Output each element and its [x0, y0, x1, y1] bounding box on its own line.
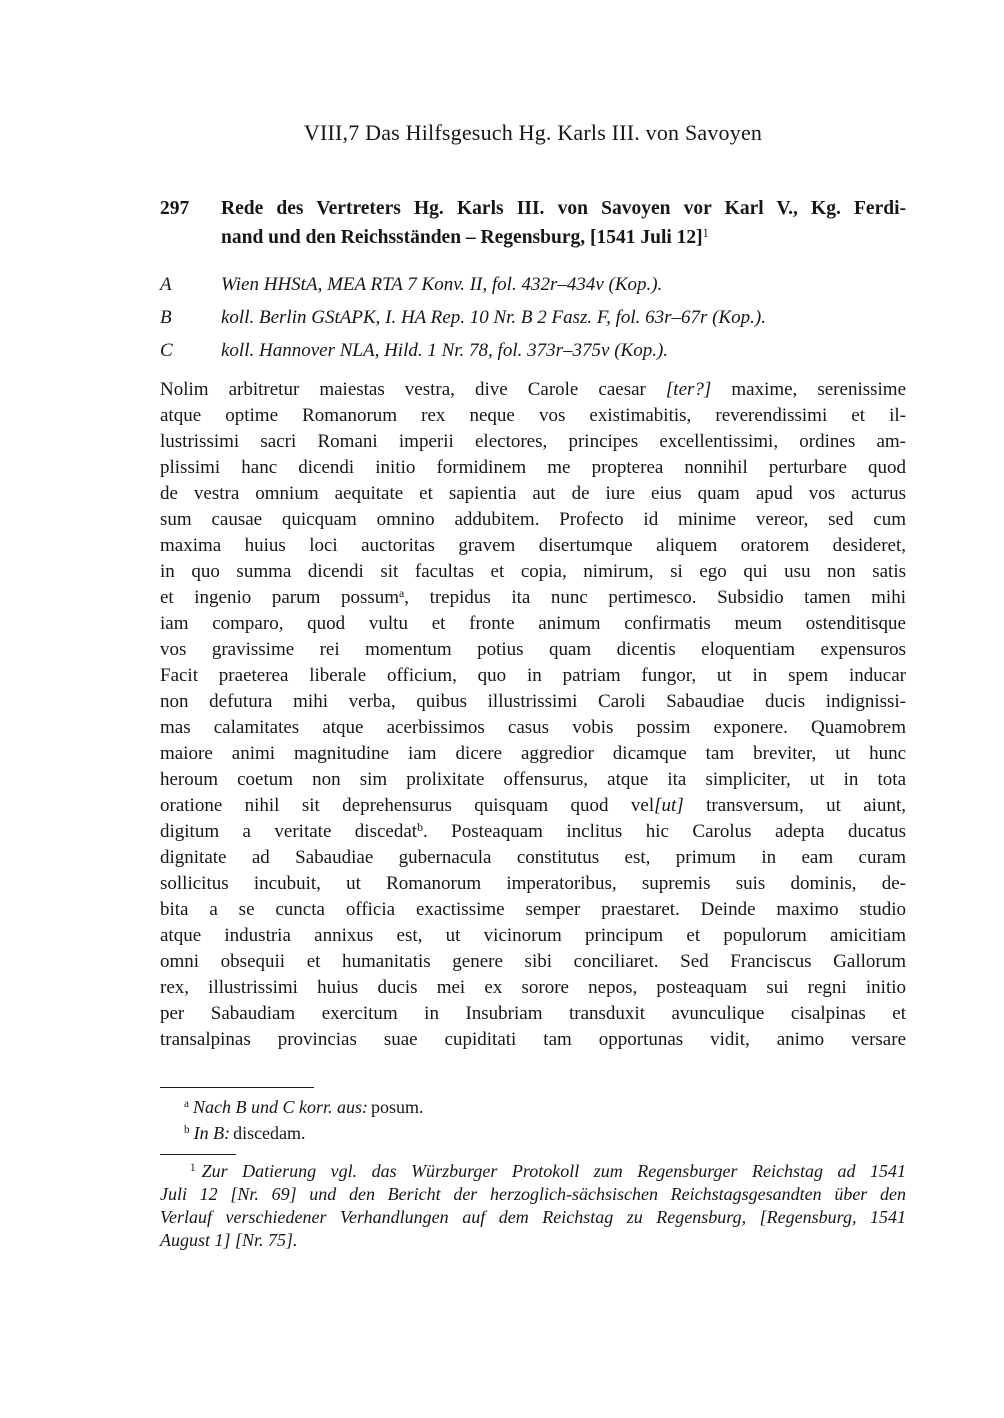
- body-line: Facit praeterea liberale officium, quo in patriam fungor, ut in spem inducar: [160, 665, 906, 686]
- commentary-note-line: August 1] [Nr. 75].: [160, 1230, 298, 1250]
- apparatus-note-a: [160, 1094, 906, 1120]
- body-line: per Sabaudiam exercitum in Insubriam transduxit avunculique cisalpinas et: [160, 1003, 906, 1024]
- section-title: VIII,7 Das Hilfsgesuch Hg. Karls III. von Savoyen: [303, 120, 763, 145]
- source-siglum: C: [160, 340, 173, 361]
- source-text: koll. Hannover NLA, Hild. 1 Nr. 78, fol. 373r–375v (Kop.).: [221, 340, 669, 361]
- note-reading: discedam.: [233, 1123, 306, 1143]
- body-line: dignitate ad Sabaudiae gubernacula constitutus est, primum in eam curam: [160, 847, 906, 868]
- note-mark: 1: [190, 1162, 196, 1175]
- body-line: omni obsequii et humanitatis genere sibi conciliaret. Sed Franciscus Gallorum: [160, 951, 906, 972]
- body-line: iam comparo, quod vultu et fronte animum confirmatis meum ostenditisque: [160, 613, 906, 634]
- source-row: [160, 334, 906, 367]
- apparatus-rule: [160, 1087, 314, 1088]
- commentary-section: [160, 1154, 906, 1252]
- body-line: digitum a veritate discedat$^b$. Posteaquam inclitus hic Carolus adepta ducatus: [160, 821, 906, 842]
- body-line: oratione nihil sit deprehensurus quisquam quod vel[ut] transversum, ut aiunt,: [160, 795, 906, 816]
- body-line: sollicitus incubuit, ut Romanorum imperatoribus, supremis suis dominis, de-: [160, 873, 906, 894]
- entry-title-line-1: Rede des Vertreters Hg. Karls III. von Savoyen vor Karl V., Kg. Ferdi-: [221, 198, 906, 219]
- body-line: mas calamitates atque acerbissimos casus vobis possim exponere. Quamobrem: [160, 717, 906, 738]
- source-text: koll. Berlin GStAPK, I. HA Rep. 10 Nr. B 2 Fasz. F, fol. 63r–67r (Kop.).: [221, 307, 767, 328]
- commentary-note: [160, 1160, 906, 1252]
- body-line: in quo summa dicendi sit facultas et copia, nimirum, si ego qui usu non satis: [160, 561, 906, 582]
- entry-title-line-2-text: nand und den Reichsständen – Regensburg, [1541 Juli 12]: [221, 227, 703, 248]
- body-line: transalpinas provincias suae cupiditati tam opportunas vidit, animo versare: [160, 1029, 906, 1050]
- source-text: Wien HHStA, MEA RTA 7 Konv. II, fol. 432r–434v (Kop.).: [221, 274, 663, 295]
- apparatus-section: [160, 1087, 906, 1146]
- commentary-note-line: Verlauf verschiedener Verhandlungen auf dem Reichstag zu Regensburg, [Regensburg, 1541: [160, 1207, 906, 1227]
- body-line: atque optime Romanorum rex neque vos existimabitis, reverendissimi et il-: [160, 405, 906, 426]
- entry-heading: [160, 194, 906, 252]
- commentary-rule: [160, 1154, 236, 1155]
- entry-number: 297: [160, 198, 190, 219]
- commentary-note-line: Juli 12 [Nr. 69] und den Bericht der herzoglich-sächsischen Reichstagsgesandten über den: [160, 1184, 906, 1204]
- source-row: [160, 301, 906, 334]
- body-line: maiore animi magnitudine iam dicere aggredior dicamque tam breviter, ut hunc: [160, 743, 906, 764]
- source-siglum: B: [160, 307, 172, 328]
- source-row: [160, 268, 906, 301]
- note-mark: a: [184, 1098, 189, 1111]
- entry-title-line-2: [221, 223, 906, 252]
- apparatus-note-b: [160, 1120, 906, 1146]
- body-line: vos gravissime rei momentum potius quam dicentis eloquentiam expensuros: [160, 639, 906, 660]
- body-line: maxima huius loci auctoritas gravem disertumque aliquem oratorem desideret,: [160, 535, 906, 556]
- note-reading: posum.: [370, 1097, 424, 1117]
- entry-title: [221, 194, 906, 252]
- body-line: rex, illustrissimi huius ducis mei ex sorore nepos, posteaquam sui regni initio: [160, 977, 906, 998]
- body-paragraph: [160, 377, 906, 1053]
- body-line: heroum coetum non sim prolixitate offensurus, atque ita simpliciter, ut in tota: [160, 769, 906, 790]
- body-line: atque industria annixus est, ut vicinorum principum et populorum amicitiam: [160, 925, 906, 946]
- source-siglum: A: [160, 274, 172, 295]
- body-line: Nolim arbitretur maiestas vestra, dive Carole caesar [ter?] maxime, serenissime: [160, 379, 906, 400]
- note-lemma: Nach B und C korr. aus:: [192, 1097, 368, 1117]
- body-line: plissimi hanc dicendi initio formidinem me propterea nonnihil perturbare quod: [160, 457, 906, 478]
- note-lemma: In B:: [193, 1123, 231, 1143]
- sources-list: [160, 268, 906, 367]
- body-line: non defutura mihi verba, quibus illustrissimi Caroli Sabaudiae ducis indignissi-: [160, 691, 906, 712]
- body-line: bita a se cuncta officia exactissime semper praestaret. Deinde maximo studio: [160, 899, 906, 920]
- note-mark: b: [184, 1124, 190, 1137]
- text-block: [160, 0, 906, 1252]
- body-line: et ingenio parum possum$^a$, trepidus ita nunc pertimesco. Subsidio tamen mihi: [160, 587, 906, 608]
- body-line: sum causae quicquam omnino addubitem. Profecto id minime vereor, sed cum: [160, 509, 906, 530]
- commentary-note-line: $^1$ Zur Datierung vgl. das Würzburger Protokoll zum Regensburger Reichstag ad 1541: [190, 1161, 906, 1181]
- footnote-ref-1: 1: [702, 225, 709, 240]
- body-line: lustrissimi sacri Romani imperii electores, principes excellentissimi, ordines am-: [160, 431, 906, 452]
- body-line: de vestra omnium aequitate et sapientia aut de iure eius quam apud vos acturus: [160, 483, 906, 504]
